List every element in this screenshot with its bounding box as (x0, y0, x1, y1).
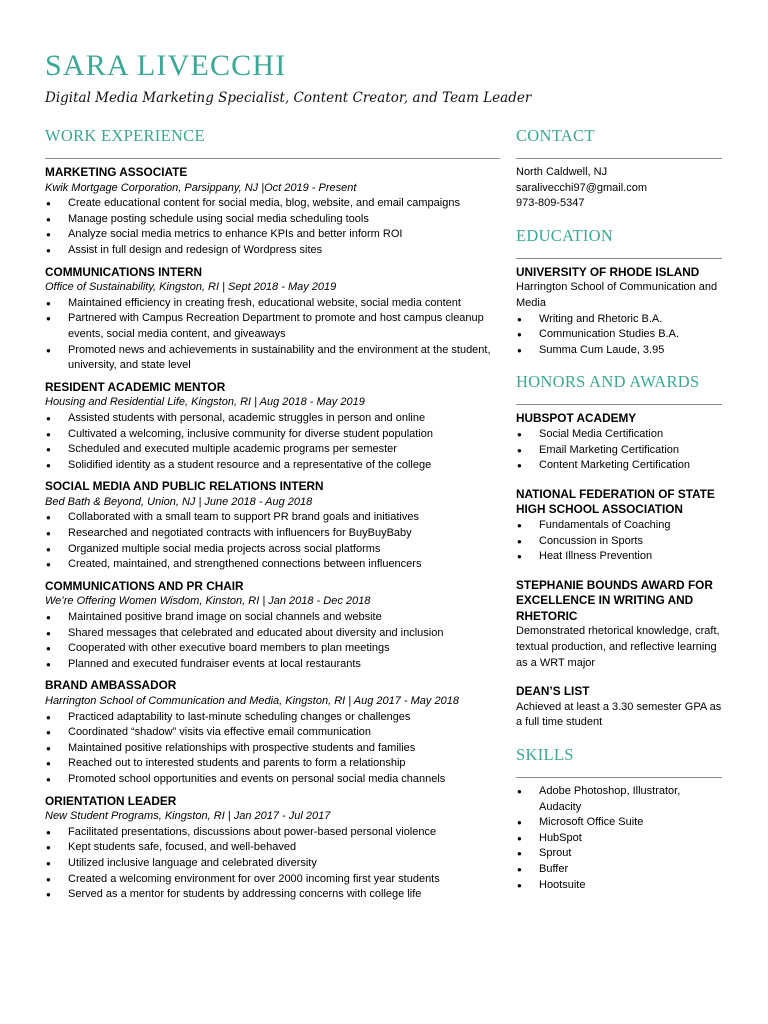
honor-description: Achieved at least a 3.30 semester GPA as a full time student (516, 700, 722, 729)
bullet-item: ● Buffer (516, 862, 722, 878)
bullet-item: ● Reached out to interested students and parents to form a relationship (45, 756, 500, 772)
bullet-item: ● Cooperated with other executive board members to plan meetings (45, 641, 500, 657)
job-bullet-list (45, 610, 500, 672)
skills-heading: SKILLS (516, 745, 574, 765)
right-column (516, 125, 722, 893)
bullet-item: ● Microsoft Office Suite (516, 815, 722, 831)
bullet-item: ● Coordinated “shadow” visits via effective email communication (45, 725, 500, 741)
resume-name: SARA LIVECCHI (45, 49, 287, 82)
job-bullet-list (45, 196, 500, 258)
bullet-item: ● Created, maintained, and strengthened connections between influencers (45, 557, 500, 573)
job-bullet-list (45, 825, 500, 903)
job-title: COMMUNICATIONS AND PR CHAIR (45, 578, 244, 593)
bullet-item: ● Social Media Certification (516, 427, 722, 443)
honor-bullet-list (516, 427, 722, 474)
job-list (45, 165, 500, 903)
bullet-item: ● Writing and Rhetoric B.A. (516, 312, 722, 328)
job-entry (45, 479, 500, 573)
bullet-item: ● Content Marketing Certification (516, 458, 722, 474)
skills-list (516, 784, 722, 893)
bullet-item: ● Email Marketing Certification (516, 443, 722, 459)
job-title: COMMUNICATIONS INTERN (45, 264, 203, 279)
bullet-item: ● HubSpot (516, 831, 722, 847)
job-title: ORIENTATION LEADER (45, 793, 177, 808)
left-column (45, 125, 500, 909)
section-divider (516, 777, 722, 778)
bullet-item: ● Organized multiple social media projects across social platforms (45, 542, 500, 558)
education-degree-list (516, 312, 722, 359)
section-divider (516, 158, 722, 159)
bullet-item: ● Facilitated presentations, discussions about power-based personal violence (45, 825, 500, 841)
job-entry (45, 165, 500, 259)
section-divider (45, 158, 500, 159)
bullet-item: ● Kept students safe, focused, and well-behaved (45, 840, 500, 856)
job-entry (45, 678, 500, 787)
job-entry (45, 794, 500, 903)
bullet-item: ● Scheduled and executed multiple academic programs per semester (45, 442, 500, 458)
job-title: SOCIAL MEDIA AND PUBLIC RELATIONS INTERN (45, 479, 324, 494)
honor-bullet-list (516, 518, 722, 565)
bullet-item: ● Collaborated with a small team to support PR brand goals and initiatives (45, 510, 500, 526)
job-meta: Kwik Mortgage Corporation, Parsippany, NJ |Oct 2019 - Present (45, 181, 357, 194)
education-school: UNIVERSITY OF RHODE ISLAND (516, 264, 700, 279)
bullet-item: ● Assisted students with personal, academic struggles in person and online (45, 411, 500, 427)
bullet-item: ● Create educational content for social media, blog, website, and email campaigns (45, 196, 500, 212)
job-meta: Housing and Residential Life, Kingston, RI | Aug 2018 - May 2019 (45, 396, 365, 409)
bullet-item: ● Sprout (516, 846, 722, 862)
honor-title: NATIONAL FEDERATION OF STATE HIGH SCHOOL ASSOCIATION (516, 486, 715, 517)
job-meta: New Student Programs, Kingston, RI | Jan 2017 - Jul 2017 (45, 810, 331, 823)
bullet-item: ● Served as a mentor for students by addressing concerns with college life (45, 887, 500, 903)
job-meta: Office of Sustainability, Kingston, RI | Sept 2018 - May 2019 (45, 281, 337, 294)
bullet-item: ● Heat Illness Prevention (516, 549, 722, 565)
bullet-item: ● Assist in full design and redesign of Wordpress sites (45, 243, 500, 259)
honor-bounds-award (516, 578, 722, 672)
contact-location: North Caldwell, NJ (516, 166, 608, 178)
resume-tagline: Digital Media Marketing Specialist, Content Creator, and Team Leader (45, 90, 532, 106)
job-bullet-list (45, 296, 500, 374)
bullet-item: ● Hootsuite (516, 878, 722, 894)
education-heading: EDUCATION (516, 225, 614, 245)
job-entry (45, 579, 500, 673)
honor-title: DEAN’S LIST (516, 684, 590, 699)
job-entry (45, 265, 500, 374)
job-bullet-list (45, 411, 500, 473)
contact-email[interactable]: saralivecchi97@gmail.com (516, 181, 647, 194)
bullet-item: ● Created a welcoming environment for over 2000 incoming first year students (45, 872, 500, 888)
bullet-item: ● Cultivated a welcoming, inclusive community for diverse student population (45, 427, 500, 443)
job-entry (45, 380, 500, 474)
bullet-item: ● Planned and executed fundraiser events at local restaurants (45, 657, 500, 673)
bullet-item: ● Concussion in Sports (516, 534, 722, 550)
bullet-item: ● Promoted school opportunities and events on personal social media channels (45, 772, 500, 788)
bullet-item: ● Manage posting schedule using social media scheduling tools (45, 212, 500, 228)
work-experience-heading: WORK EXPERIENCE (45, 126, 205, 145)
section-divider (516, 258, 722, 259)
bullet-item: ● Utilized inclusive language and celebrated diversity (45, 856, 500, 872)
job-meta: We’re Offering Women Wisdom, Kinston, RI | Jan 2018 - Dec 2018 (45, 595, 371, 608)
bullet-item: ● Maintained positive brand image on social channels and website (45, 610, 500, 626)
job-meta: Harrington School of Communication and Media, Kingston, RI | Aug 2017 - May 2018 (45, 695, 459, 707)
honor-title: HUBSPOT ACADEMY (516, 411, 637, 426)
education-college: Harrington School of Communication and Media (516, 281, 718, 309)
bullet-item: ● Partnered with Campus Recreation Department to promote and host campus cleanup events, social media content, and giveaways (45, 311, 500, 342)
bullet-item: ● Communication Studies B.A. (516, 327, 722, 343)
bullet-item: ● Maintained efficiency in creating fresh, educational website, social media content (45, 296, 500, 312)
honors-heading: HONORS AND AWARDS (516, 372, 700, 392)
honor-nfhs (516, 487, 722, 565)
contact-heading: CONTACT (516, 126, 595, 145)
honor-hubspot (516, 411, 722, 473)
bullet-item: ● Promoted news and achievements in sustainability and the environment at the student, university, and state level (45, 343, 500, 374)
bullet-item: ● Researched and negotiated contracts with influencers for BuyBuyBaby (45, 526, 500, 542)
job-title: BRAND AMBASSADOR (45, 678, 177, 693)
honor-deans-list (516, 684, 722, 731)
job-bullet-list (45, 710, 500, 788)
honor-title: STEPHANIE BOUNDS AWARD FOR EXCELLENCE IN WRITING AND RHETORIC (516, 577, 713, 623)
bullet-item: ● Summa Cum Laude, 3.95 (516, 343, 722, 359)
bullet-item: ● Fundamentals of Coaching (516, 518, 722, 534)
job-title: RESIDENT ACADEMIC MENTOR (45, 379, 226, 394)
job-bullet-list (45, 510, 500, 572)
bullet-item: ● Shared messages that celebrated and educated about diversity and inclusion (45, 626, 500, 642)
bullet-item: ● Adobe Photoshop, Illustrator, Audacity (516, 784, 722, 815)
job-meta: Bed Bath & Beyond, Union, NJ | June 2018 - Aug 2018 (45, 495, 313, 508)
bullet-item: ● Analyze social media metrics to enhance KPIs and better inform ROI (45, 227, 500, 243)
honor-description: Demonstrated rhetorical knowledge, craft, textual production, and reflective learning as a WRT major (516, 625, 720, 669)
bullet-item: ● Practiced adaptability to last-minute scheduling changes or challenges (45, 710, 500, 726)
job-title: MARKETING ASSOCIATE (45, 165, 188, 179)
bullet-item: ● Solidified identity as a student resource and a representative of the college (45, 458, 500, 474)
contact-phone: 973-809-5347 (516, 197, 585, 210)
section-divider (516, 404, 722, 405)
bullet-item: ● Maintained positive relationships with prospective students and families (45, 741, 500, 757)
